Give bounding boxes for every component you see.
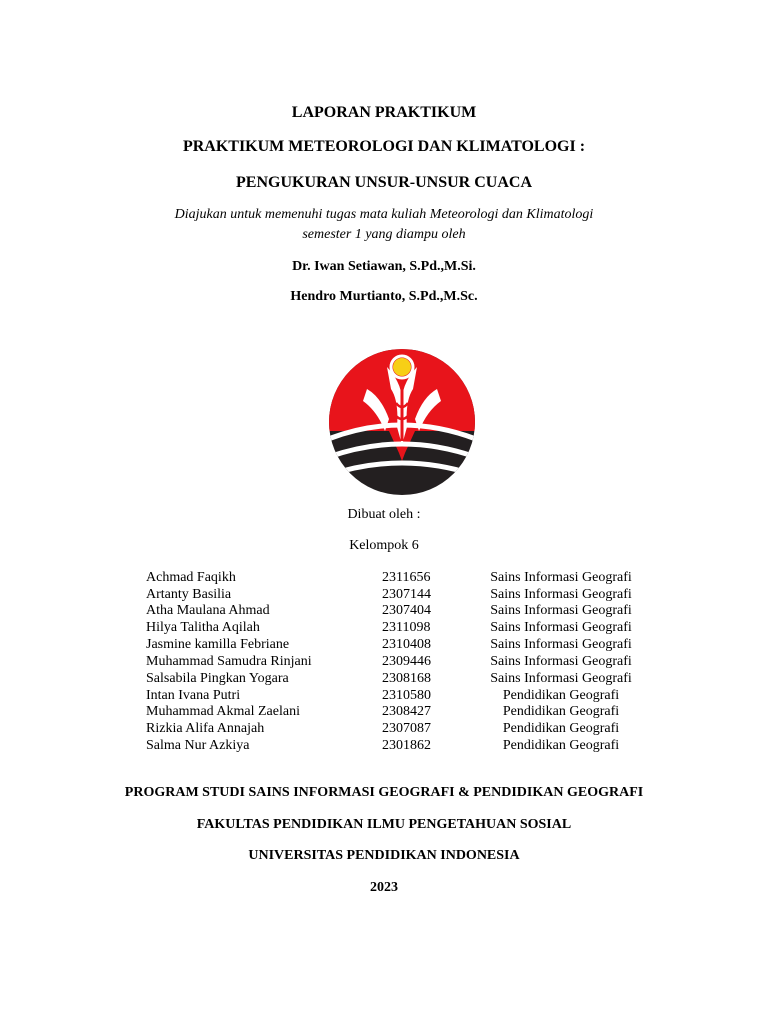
member-prodi: Sains Informasi Geografi bbox=[490, 620, 632, 635]
member-prodi: Pendidikan Geografi bbox=[502, 704, 620, 719]
member-nim: 2310408 bbox=[382, 637, 431, 652]
member-name: Muhammad Akmal Zaelani bbox=[146, 704, 300, 719]
member-row bbox=[0, 636, 768, 653]
program-name: PROGRAM STUDI SAINS INFORMASI GEOGRAFI & PENDIDIKAN GEOGRAFI bbox=[124, 785, 644, 800]
member-nim: 2307404 bbox=[382, 603, 431, 618]
group-label: Kelompok 6 bbox=[349, 538, 419, 553]
member-row bbox=[0, 602, 768, 619]
member-nim: 2308168 bbox=[382, 671, 431, 686]
member-name: Artanty Basilia bbox=[146, 587, 232, 602]
member-name: Achmad Faqikh bbox=[146, 570, 236, 585]
member-name: Salsabila Pingkan Yogara bbox=[146, 671, 289, 686]
member-row bbox=[0, 687, 768, 704]
member-name: Rizkia Alifa Annajah bbox=[146, 721, 265, 736]
member-nim: 2309446 bbox=[382, 654, 431, 669]
member-prodi: Pendidikan Geografi bbox=[502, 688, 620, 703]
member-nim: 2307087 bbox=[382, 721, 431, 736]
member-name: Atha Maulana Ahmad bbox=[146, 603, 270, 618]
member-nim: 2310580 bbox=[382, 688, 431, 703]
member-row bbox=[0, 737, 768, 754]
member-prodi: Sains Informasi Geografi bbox=[490, 671, 632, 686]
topic-title: PENGUKURAN UNSUR-UNSUR CUACA bbox=[236, 174, 532, 191]
member-row bbox=[0, 670, 768, 687]
member-row bbox=[0, 720, 768, 737]
report-title: LAPORAN PRAKTIKUM bbox=[291, 104, 477, 121]
purpose-line-1: Diajukan untuk memenuhi tugas mata kuliah Meteorologi dan Klimatologi bbox=[174, 207, 594, 222]
member-prodi: Sains Informasi Geografi bbox=[490, 587, 632, 602]
member-nim: 2308427 bbox=[382, 704, 431, 719]
member-nim: 2301862 bbox=[382, 738, 431, 753]
member-nim: 2311098 bbox=[382, 620, 431, 635]
member-nim: 2307144 bbox=[382, 587, 431, 602]
member-prodi: Sains Informasi Geografi bbox=[490, 570, 632, 585]
member-name: Muhammad Samudra Rinjani bbox=[146, 654, 312, 669]
member-name: Intan Ivana Putri bbox=[146, 688, 241, 703]
member-row bbox=[0, 619, 768, 636]
member-prodi: Sains Informasi Geografi bbox=[490, 637, 632, 652]
member-name: Salma Nur Azkiya bbox=[146, 738, 250, 753]
member-nim: 2311656 bbox=[382, 570, 431, 585]
member-row bbox=[0, 703, 768, 720]
member-prodi: Sains Informasi Geografi bbox=[490, 603, 632, 618]
member-row bbox=[0, 569, 768, 586]
upi-logo-icon bbox=[329, 349, 475, 495]
lecturer-1: Dr. Iwan Setiawan, S.Pd.,M.Si. bbox=[292, 259, 476, 274]
course-title: PRAKTIKUM METEOROLOGI DAN KLIMATOLOGI : bbox=[182, 138, 586, 155]
member-name: Hilya Talitha Aqilah bbox=[146, 620, 260, 635]
year: 2023 bbox=[370, 880, 398, 895]
lecturer-2: Hendro Murtianto, S.Pd.,M.Sc. bbox=[290, 289, 478, 304]
university-name: UNIVERSITAS PENDIDIKAN INDONESIA bbox=[248, 848, 520, 863]
member-prodi: Pendidikan Geografi bbox=[502, 738, 620, 753]
made-by-label: Dibuat oleh : bbox=[347, 507, 421, 522]
member-name: Jasmine kamilla Febriane bbox=[146, 637, 290, 652]
member-prodi: Pendidikan Geografi bbox=[502, 721, 620, 736]
member-row bbox=[0, 653, 768, 670]
member-row bbox=[0, 586, 768, 603]
faculty-name: FAKULTAS PENDIDIKAN ILMU PENGETAHUAN SOSIAL bbox=[196, 817, 572, 832]
member-prodi: Sains Informasi Geografi bbox=[490, 654, 632, 669]
purpose-line-2: semester 1 yang diampu oleh bbox=[302, 227, 466, 242]
